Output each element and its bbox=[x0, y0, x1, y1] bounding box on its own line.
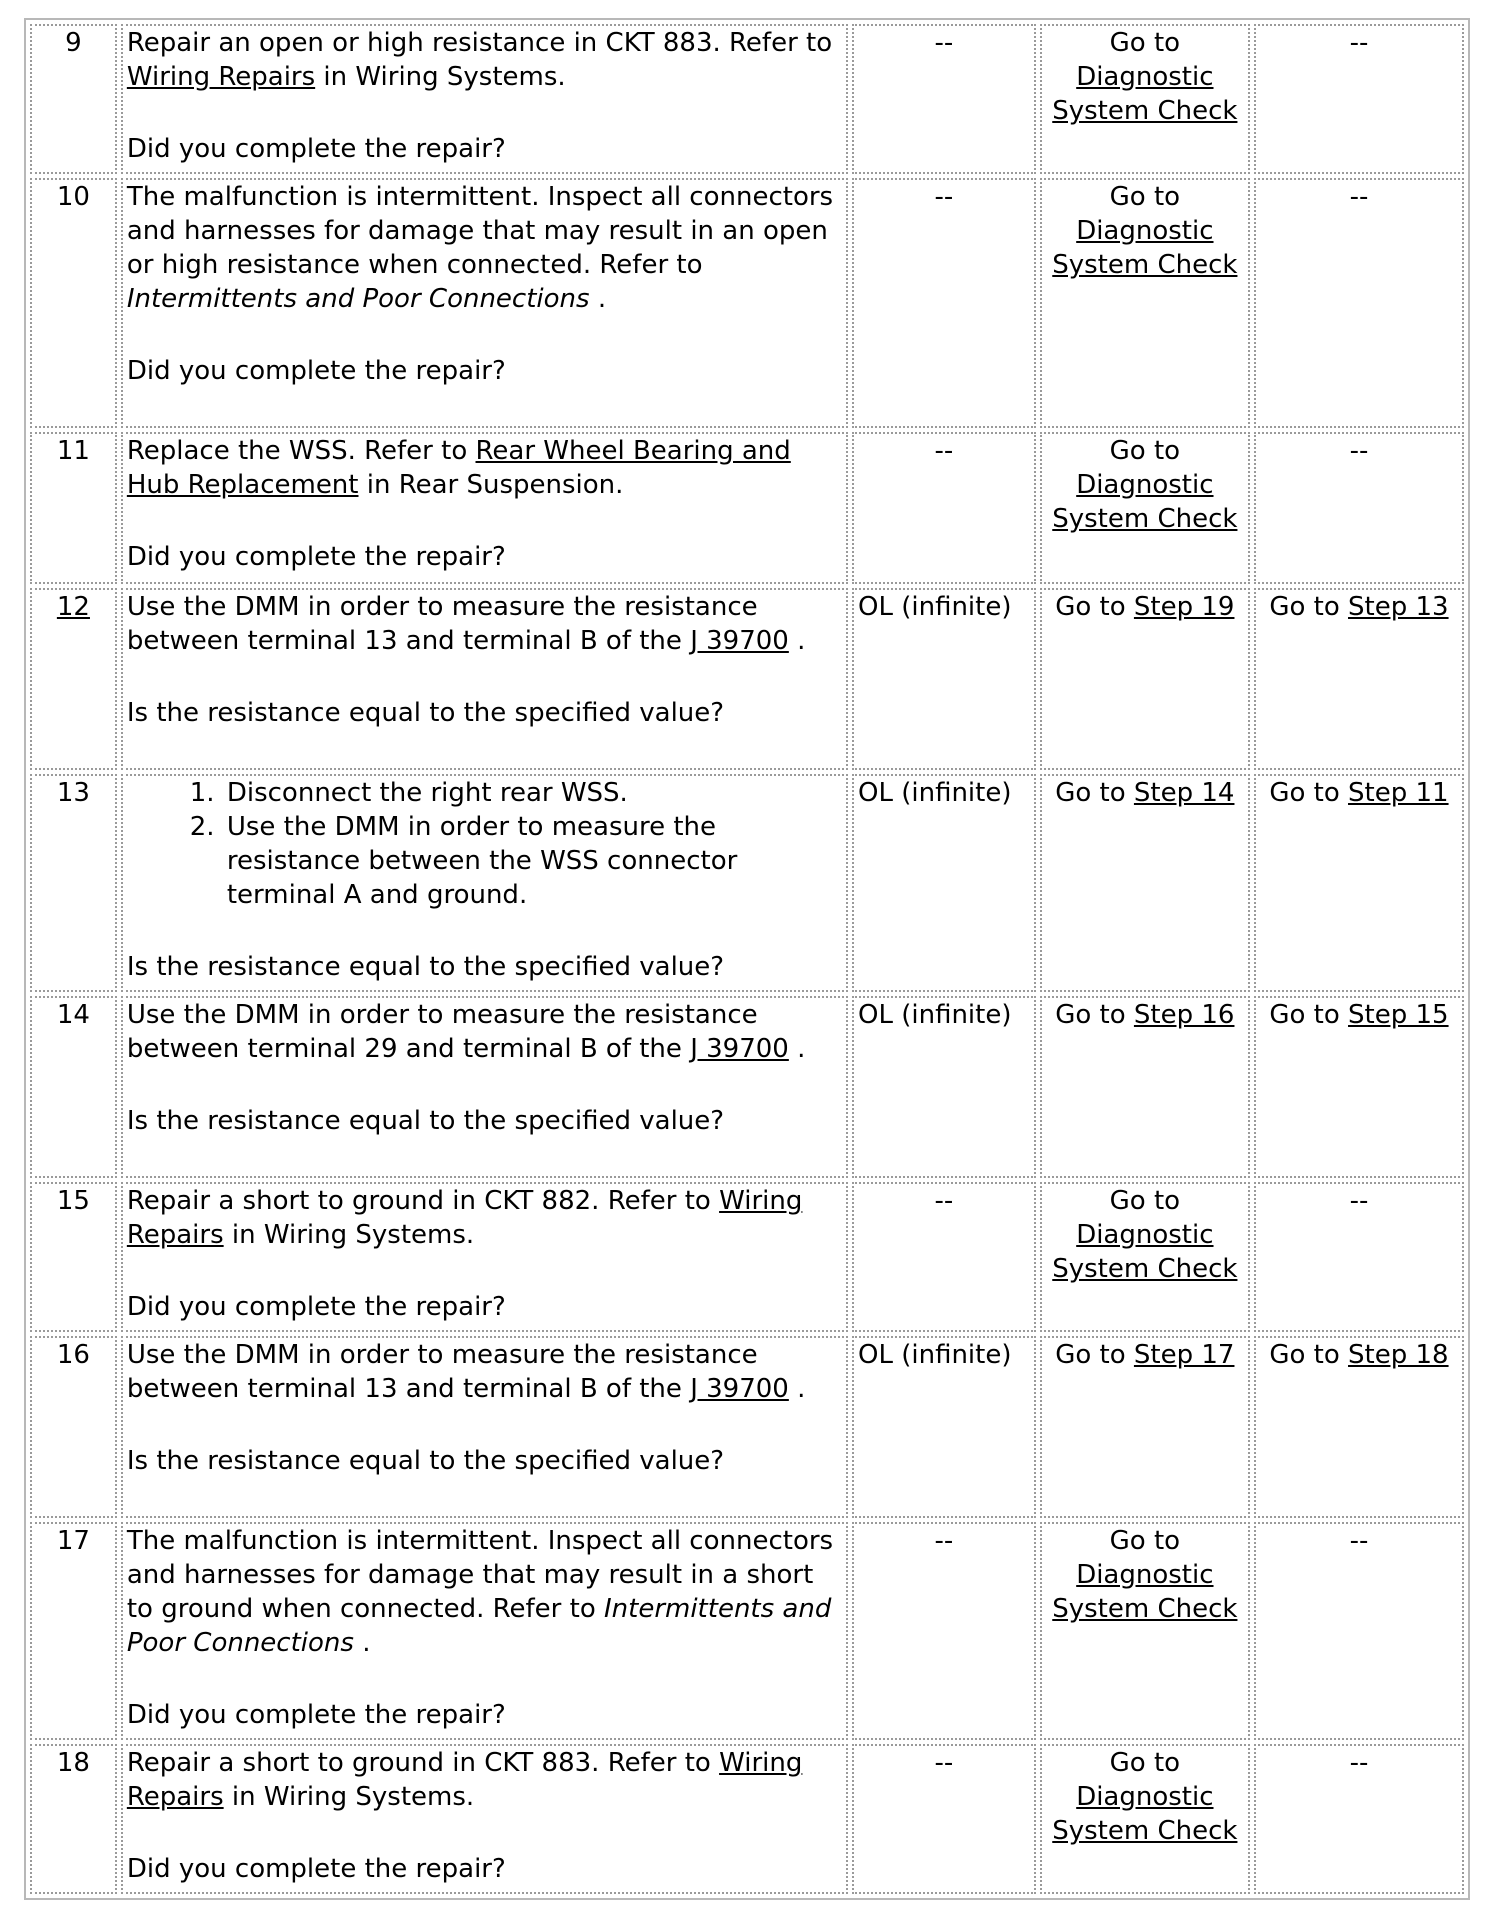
action-text-segment: Repair a short to ground in CKT 882. Refer to bbox=[126, 1186, 720, 1216]
action-text-segment: . bbox=[788, 626, 806, 656]
goto-label: Go to bbox=[1109, 1186, 1181, 1216]
action-text-segment: in Rear Suspension. bbox=[358, 470, 624, 500]
step-question: Did you complete the repair? bbox=[126, 1700, 506, 1730]
step-number: 16 bbox=[56, 1340, 90, 1370]
goto-label: Go to bbox=[1109, 436, 1181, 466]
action-text bbox=[127, 1748, 803, 1812]
specified-value: -- bbox=[934, 1526, 954, 1556]
goto-label: Go to bbox=[1109, 1526, 1181, 1556]
specified-value: -- bbox=[934, 1748, 954, 1778]
goto-label: Go to bbox=[1109, 28, 1181, 58]
no-action-dash: -- bbox=[1349, 436, 1369, 466]
action-text-segment: . bbox=[589, 284, 607, 314]
diagnostic-system-check-link[interactable]: Diagnostic System Check bbox=[1052, 1220, 1238, 1284]
step-number: 14 bbox=[56, 1000, 90, 1030]
step-number-cell bbox=[30, 178, 117, 428]
goto-step-link[interactable]: Step 13 bbox=[1348, 592, 1449, 622]
step-row bbox=[30, 432, 1464, 584]
action-text-segment: The malfunction is intermittent. Inspect all connectors and harnesses for damage that may result in an open or high resistance when connected. Refer to bbox=[126, 182, 834, 280]
step-number-cell bbox=[30, 1744, 117, 1894]
action-text-segment: The malfunction is intermittent. Inspect all connectors and harnesses for damage that may result in a short to ground when connected. Refer to bbox=[126, 1526, 834, 1624]
action-steps-list bbox=[127, 776, 842, 912]
reference-link[interactable]: J 39700 bbox=[690, 626, 789, 656]
step-row bbox=[30, 24, 1464, 174]
diagnostic-system-check-link[interactable]: Diagnostic System Check bbox=[1052, 1782, 1238, 1846]
step-number-cell bbox=[30, 774, 117, 992]
step-row bbox=[30, 774, 1464, 992]
specified-value: OL (infinite) bbox=[858, 778, 1012, 808]
no-action-cell bbox=[1254, 1336, 1464, 1518]
specified-value: OL (infinite) bbox=[858, 592, 1012, 622]
action-text bbox=[127, 1526, 833, 1658]
step-row bbox=[30, 1522, 1464, 1740]
step-number-cell bbox=[30, 432, 117, 584]
reference-link[interactable]: Rear Wheel Bearing and Hub Replacement bbox=[126, 436, 791, 500]
action-text bbox=[127, 182, 833, 314]
goto-label: Go to bbox=[1055, 1340, 1134, 1370]
action-text-segment: . bbox=[788, 1374, 806, 1404]
step-number: 9 bbox=[65, 28, 82, 58]
step-number: 15 bbox=[56, 1186, 90, 1216]
no-action-cell bbox=[1254, 588, 1464, 770]
step-number-cell bbox=[30, 996, 117, 1178]
step-row bbox=[30, 178, 1464, 428]
no-action-cell bbox=[1254, 178, 1464, 428]
goto-step-link[interactable]: Step 16 bbox=[1133, 1000, 1235, 1030]
action-text-segment: Use the DMM in order to measure the resistance between terminal 13 and terminal B of the bbox=[126, 592, 758, 656]
diagnostic-system-check-link[interactable]: Diagnostic System Check bbox=[1052, 470, 1238, 534]
action-cell bbox=[121, 588, 848, 770]
action-text-segment: Repair an open or high resistance in CKT 883. Refer to bbox=[126, 28, 833, 58]
step-number-cell bbox=[30, 1182, 117, 1332]
diagnostic-table-container bbox=[24, 18, 1470, 1900]
specified-value: -- bbox=[934, 436, 954, 466]
goto-label: Go to bbox=[1269, 1000, 1349, 1030]
step-number: 17 bbox=[56, 1526, 90, 1556]
action-cell bbox=[121, 1182, 848, 1332]
step-row bbox=[30, 1182, 1464, 1332]
action-cell bbox=[121, 1744, 848, 1894]
diagnostic-system-check-link[interactable]: Diagnostic System Check bbox=[1052, 216, 1238, 280]
step-question: Is the resistance equal to the specified value? bbox=[126, 1106, 725, 1136]
yes-action-cell bbox=[1040, 1182, 1250, 1332]
step-number-cell bbox=[30, 1336, 117, 1518]
value-cell bbox=[852, 996, 1036, 1178]
yes-action-cell bbox=[1040, 774, 1250, 992]
action-cell bbox=[121, 24, 848, 174]
action-text bbox=[127, 1186, 803, 1250]
no-action-dash: -- bbox=[1349, 1526, 1369, 1556]
action-cell bbox=[121, 996, 848, 1178]
action-cell bbox=[121, 178, 848, 428]
action-text-segment: in Wiring Systems. bbox=[223, 1220, 475, 1250]
step-number-cell bbox=[30, 24, 117, 174]
step-question: Is the resistance equal to the specified value? bbox=[126, 952, 725, 982]
diagnostic-steps-table bbox=[24, 18, 1470, 1900]
action-text bbox=[127, 1000, 806, 1064]
value-cell bbox=[852, 24, 1036, 174]
goto-step-link[interactable]: Step 19 bbox=[1133, 592, 1235, 622]
step-number: 18 bbox=[56, 1748, 90, 1778]
diagnostic-system-check-link[interactable]: Diagnostic System Check bbox=[1052, 1560, 1238, 1624]
step-row bbox=[30, 1744, 1464, 1894]
step-number-link[interactable]: 12 bbox=[56, 592, 90, 622]
goto-label: Go to bbox=[1109, 182, 1181, 212]
yes-action-cell bbox=[1040, 996, 1250, 1178]
action-cell bbox=[121, 774, 848, 992]
goto-step-link[interactable]: Step 17 bbox=[1133, 1340, 1235, 1370]
value-cell bbox=[852, 1522, 1036, 1740]
no-action-cell bbox=[1254, 24, 1464, 174]
step-number: 11 bbox=[56, 436, 90, 466]
no-action-cell bbox=[1254, 432, 1464, 584]
no-action-dash: -- bbox=[1349, 1186, 1369, 1216]
reference-link[interactable]: Wiring Repairs bbox=[126, 62, 316, 92]
action-text-segment: Use the DMM in order to measure the resistance between terminal 29 and terminal B of the bbox=[126, 1000, 758, 1064]
reference-link[interactable]: Wiring Repairs bbox=[126, 1748, 803, 1812]
yes-action-cell bbox=[1040, 178, 1250, 428]
no-action-cell bbox=[1254, 1182, 1464, 1332]
yes-action-cell bbox=[1040, 1336, 1250, 1518]
specified-value: OL (infinite) bbox=[858, 1340, 1012, 1370]
yes-action-cell bbox=[1040, 588, 1250, 770]
step-row bbox=[30, 588, 1464, 770]
no-action-dash: -- bbox=[1349, 1748, 1369, 1778]
action-cell bbox=[121, 1522, 848, 1740]
no-action-cell bbox=[1254, 1744, 1464, 1894]
yes-action-cell bbox=[1040, 1522, 1250, 1740]
action-text-segment: Use the DMM in order to measure the resistance between terminal 13 and terminal B of the bbox=[126, 1340, 758, 1404]
no-action-dash: -- bbox=[1349, 182, 1369, 212]
specified-value: -- bbox=[934, 1186, 954, 1216]
action-text-segment: . bbox=[353, 1628, 371, 1658]
action-text bbox=[127, 592, 806, 656]
no-action-dash: -- bbox=[1349, 28, 1369, 58]
step-number: 10 bbox=[56, 182, 90, 212]
value-cell bbox=[852, 432, 1036, 584]
goto-step-link[interactable]: Step 11 bbox=[1348, 778, 1449, 808]
goto-step-link[interactable]: Step 18 bbox=[1348, 1340, 1449, 1370]
reference-title: Intermittents and Poor Connections bbox=[126, 284, 590, 314]
action-text bbox=[127, 28, 832, 92]
goto-label: Go to bbox=[1055, 1000, 1134, 1030]
action-text-segment: Repair a short to ground in CKT 883. Refer to bbox=[126, 1748, 720, 1778]
action-step-item: 2. Use the DMM in order to measure the resistance between the WSS connector terminal A and ground. bbox=[223, 810, 842, 912]
step-question: Did you complete the repair? bbox=[126, 542, 506, 572]
reference-link[interactable]: J 39700 bbox=[690, 1034, 789, 1064]
value-cell bbox=[852, 1744, 1036, 1894]
specified-value: OL (infinite) bbox=[858, 1000, 1012, 1030]
action-cell bbox=[121, 1336, 848, 1518]
goto-label: Go to bbox=[1055, 592, 1134, 622]
step-question: Did you complete the repair? bbox=[126, 356, 506, 386]
goto-step-link[interactable]: Step 14 bbox=[1133, 778, 1235, 808]
reference-title: Intermittents and Poor Connections bbox=[126, 1594, 832, 1658]
step-question: Did you complete the repair? bbox=[126, 1292, 506, 1322]
step-number: 13 bbox=[56, 778, 90, 808]
goto-step-link[interactable]: Step 15 bbox=[1348, 1000, 1449, 1030]
step-number-cell bbox=[30, 588, 117, 770]
yes-action-cell bbox=[1040, 1744, 1250, 1894]
reference-link[interactable]: J 39700 bbox=[690, 1374, 789, 1404]
value-cell bbox=[852, 1336, 1036, 1518]
value-cell bbox=[852, 1182, 1036, 1332]
step-question: Did you complete the repair? bbox=[126, 134, 506, 164]
value-cell bbox=[852, 588, 1036, 770]
goto-label: Go to bbox=[1269, 778, 1349, 808]
specified-value: -- bbox=[934, 182, 954, 212]
action-text-segment: Replace the WSS. Refer to bbox=[126, 436, 476, 466]
step-number-cell bbox=[30, 1522, 117, 1740]
step-question: Is the resistance equal to the specified value? bbox=[126, 1446, 725, 1476]
goto-label: Go to bbox=[1055, 778, 1134, 808]
step-row bbox=[30, 1336, 1464, 1518]
action-text-segment: . bbox=[788, 1034, 806, 1064]
no-action-cell bbox=[1254, 774, 1464, 992]
diagnostic-system-check-link[interactable]: Diagnostic System Check bbox=[1052, 62, 1238, 126]
goto-label: Go to bbox=[1109, 1748, 1181, 1778]
step-question: Is the resistance equal to the specified value? bbox=[126, 698, 725, 728]
goto-label: Go to bbox=[1269, 592, 1349, 622]
yes-action-cell bbox=[1040, 24, 1250, 174]
step-row bbox=[30, 996, 1464, 1178]
yes-action-cell bbox=[1040, 432, 1250, 584]
action-text-segment: in Wiring Systems. bbox=[315, 62, 566, 92]
step-question: Did you complete the repair? bbox=[126, 1854, 506, 1884]
reference-link[interactable]: Wiring Repairs bbox=[126, 1186, 803, 1250]
action-step-item: 1. Disconnect the right rear WSS. bbox=[223, 776, 842, 810]
action-text-segment: in Wiring Systems. bbox=[223, 1782, 475, 1812]
no-action-cell bbox=[1254, 1522, 1464, 1740]
goto-label: Go to bbox=[1269, 1340, 1349, 1370]
value-cell bbox=[852, 774, 1036, 992]
action-text bbox=[127, 436, 791, 500]
specified-value: -- bbox=[934, 28, 954, 58]
no-action-cell bbox=[1254, 996, 1464, 1178]
diagnostic-rows bbox=[30, 24, 1464, 1894]
value-cell bbox=[852, 178, 1036, 428]
action-text bbox=[127, 1340, 806, 1404]
action-cell bbox=[121, 432, 848, 584]
